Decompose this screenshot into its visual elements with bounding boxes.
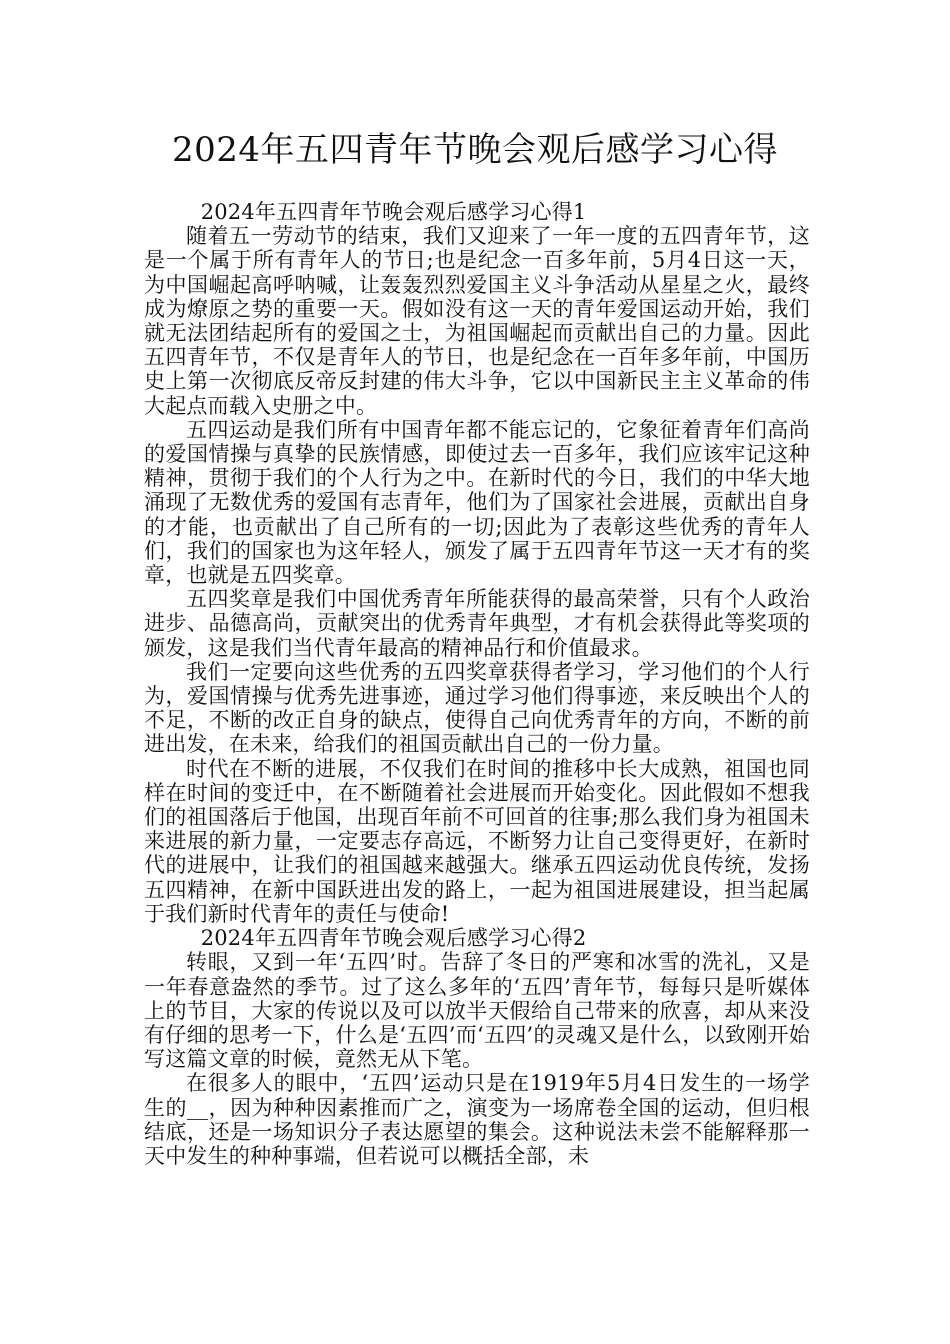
paragraph: 在很多人的眼中，‘五四’运动只是在1919年5月4日发生的一场学生的__，因为种种因素推而广之，演变为一场席卷全国的运动，但归根结底，还是一场知识分子表达愿望的集会。这种说法未尝不能解释那一天中发生的种种事端，但若说可以概括全部，未	[144, 1071, 810, 1168]
document-title: 2024年五四青年节晚会观后感学习心得	[171, 130, 779, 170]
document-body	[144, 200, 810, 1168]
paragraph: 时代在不断的进展，不仅我们在时间的推移中长大成熟，祖国也同样在时间的变迁中，在不断随着社会进展而开始变化。因此假如不想我们的祖国落后于他国，出现百年前不可回首的往事;那么我们身为祖国未来进展的新力量，一定要志存高远，不断努力让自己变得更好，在新时代的进展中，让我们的祖国越来越强大。继承五四运动优良传统，发扬五四精神，在新中国跃进出发的路上，一起为祖国进展建设，担当起属于我们新时代青年的责任与使命!	[144, 756, 810, 926]
paragraph: 随着五一劳动节的结束，我们又迎来了一年一度的五四青年节，这是一个属于所有青年人的节日;也是纪念一百多年前，5月4日这一天，为中国崛起高呼呐喊，让轰轰烈烈爱国主义斗争活动从星星之火，最终成为燎原之势的重要一天。假如没有这一天的青年爱国运动开始，我们就无法团结起所有的爱国之士，为祖国崛起而贡献出自己的力量。因此五四青年节，不仅是青年人的节日，也是纪念在一百年多年前，中国历史上第一次彻底反帝反封建的伟大斗争，它以中国新民主主义革命的伟大起点而载入史册之中。	[144, 224, 810, 418]
paragraph: 转眼，又到一年‘五四’时。告辞了冬日的严寒和冰雪的洗礼，又是一年春意盎然的季节。过了这么多年的‘五四’青年节，每每只是听媒体上的节目，大家的传说以及可以放半天假给自己带来的欣喜，却从来没有仔细的思考一下，什么是‘五四’而‘五四’的灵魂又是什么，以致刚开始写这篇文章的时候，竟然无从下笔。	[144, 950, 810, 1072]
paragraph: 五四运动是我们所有中国青年都不能忘记的，它象征着青年们高尚的爱国情操与真挚的民族情感，即使过去一百多年，我们应该牢记这种精神，贯彻于我们的个人行为之中。在新时代的今日，我们的中华大地涌现了无数优秀的爱国有志青年，他们为了国家社会进展，贡献出自身的才能，也贡献出了自己所有的一切;因此为了表彰这些优秀的青年人们，我们的国家也为这年轻人，颁发了属于五四青年节这一天才有的奖章，也就是五四奖章。	[144, 417, 810, 588]
section-heading-1: 2024年五四青年节晚会观后感学习心得1	[200, 200, 587, 224]
section-heading-2: 2024年五四青年节晚会观后感学习心得2	[200, 926, 587, 951]
paragraph: 五四奖章是我们中国优秀青年所能获得的最高荣誉，只有个人政治进步、品德高尚，贡献突出的优秀青年典型，才有机会获得此等奖项的颁发，这是我们当代青年最高的精神品行和价值最求。	[144, 587, 810, 660]
paragraph: 我们一定要向这些优秀的五四奖章获得者学习，学习他们的个人行为，爱国情操与优秀先进事迹，通过学习他们得事迹，来反映出个人的不足，不断的改正自身的缺点，使得自己向优秀青年的方向，不断的前进出发，在未来，给我们的祖国贡献出自己的一份力量。	[144, 659, 810, 757]
